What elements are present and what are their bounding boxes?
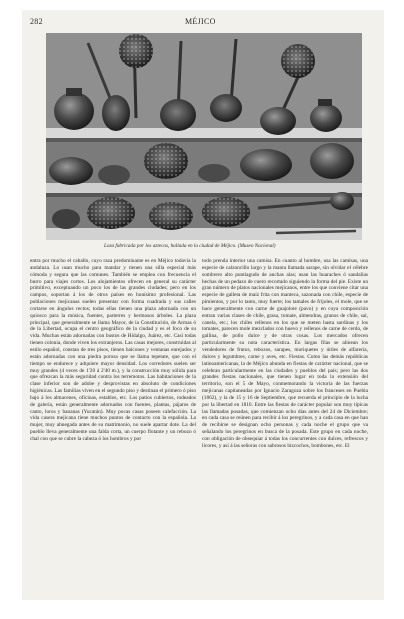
- page-header: [30, 17, 376, 29]
- page-number: 282: [30, 17, 43, 26]
- right-column-text: todo prenda interior una camisa. En cuanto al hombre, usa las camisas, una especie de calzoncillo largo y la manta llamada sarape, sin olvidar el célebre sombrero alto puntiagudo de anchas alas; usan las huaraches ó sandalias hechas de un pedazo de cuero recortado siguiendo la forma del pie. Existe un gran número de platos nacionales mejicanos, entre los que conviene citar una especie de galleta de maíz frita con manteca, sazonada con chile, especie de pimientos, y por lo tanto, muy fuerte; los tamales de frijoles, el mole, que se hace generalmente con carne de guajolote (pavo) y en cuya composición entran varias clases de chile, grasa, tomate, almendras, granos de chile, sal, canela, etc.; los chiles rellenos en los que se meten hasta sardinas y los tomates, parecen mole mezclados con huevo y rellenos de carne de cerdo, de gallina, de pollo dulce y de otras cosas. Los mercados ofrecen particularmente su nota característica. En largas filas se alinean los vendedores de frutos, rebozos, sarapes, moriquetes y útiles de alfarería, dulces y legumbres, carne y aves, etc. Fiestas. Como las demás repúblicas latinoamericanas, la de Méjico abunda en fiestas de carácter nacional, que se celebran particularmente en las ciudades y pueblos del país; pero las dos grandes fiestas nacionales, que tienen lugar en toda la extensión del territorio, son el 5 de Mayo, conmemorando la victoria de las fuerzas mejicanas capitaneadas por Ignacio Zaragoza sobre los franceses en Puebla (1862), y la de 15 y 16 de Septiembre, que recuerda el principio de la lucha por la libertad en 1810. Entre las fiestas de carácter popular son muy típicas las llamadas posadas, que comienzan ocho días antes del 24 de Diciembre; en cada casa se reúnen para recibir á los peregrinos, y a cada casa en que han de recibirse se designan ocho personas y cada noche el grupo que va señalando los peregrinos en busca de la posada. Este grupo en cada noche, con obligación de obsequiar á todas los concurrentes con dulces, refrescos y licores, y así á las señoras con sabrosos bizcochos, bombones, etc. El: [202, 258, 368, 449]
- left-column: [30, 258, 196, 598]
- figure-caption: Loza fabricada por los aztecas, hallada en la ciudad de Méjico. (Museo Nacional): [104, 243, 276, 249]
- right-column: [202, 258, 368, 598]
- left-column-text: entra por mucho el caballo, cuyo raza predominante es en Méjico todavía la andaluza. Lo usan mucho para mandar y tienen una silla especial más cómoda y segura que las comunes. También se emplea con frecuencia el burro para viajes cortos. Los alojamientos ofrecen en general su carácter primitivo, exceptuando un poco los de las grandes ciudades; pero en los campos, soportan á los de otros países en bonísimo profesional. Las poblaciones mejicanas suelen presentar con forma cuadrada y sus calles cortarse en ángulos rectos; todas ellas tienen una plaza adornada con un quiosco para la música, fuentes, parterres y hermosos árboles. La plaza principal, que generalmente se llama Mayor, de la Constitución, de Armas ó de la Libertad, ocupa el centro geográfico de la ciudad y es el foco de su vida. Muchas están adornadas con bustos de Hidalgo, Juárez, etc. Casi todas tienen colonia, donde viven los extranjeros. Las casas mejores, construidas al estilo español, constan de tres pisos, tienen balcones y ventanas enrejados y están adornadas con una piedra porosa que se llama tepetate, que con el tiempo se endurece y adquiere mayor densidad. Los corredores suelen ser muy grandes (4 veces de 1'20 á 2'40 m.), y la construcción muy sólida para que ofrezcan la más seguridad contra los terremotos. Las habitaciones de la clase inferior son de adobe y desprovistas en absoluto de condiciones higiénicas. Las familias viven en el segundo piso y destinan el primero ó piso bajo á los almacenes, oficinas, establos, etc. Los patios cubiertos, rodeados de galería, están generalmente adornados con fuentes, plantas, pájaros de canto, loros y bananas (Yucatán). Muy pocas casas poseen calefacción. La vida casera mejicana tiene muchos puntos de contacto con la española. La mujer, muy abnegada antes de su matrimonio, no suele apartar dote. La del pueblo lleva generalmente una falda corta, un cuerpo flotante y un rebozo ó chal con que se cubre la cabeza ó los hombros y por: [30, 258, 196, 442]
- pottery-photograph-drawing: [46, 33, 362, 240]
- running-title: MÉJICO: [185, 17, 216, 26]
- pottery-photograph: [46, 33, 362, 240]
